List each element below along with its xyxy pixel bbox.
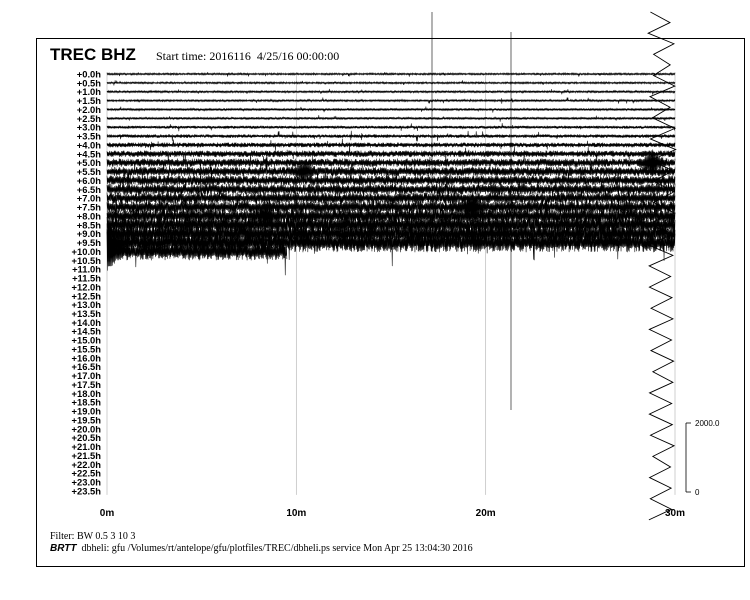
amplitude-scale-bar bbox=[686, 419, 720, 497]
row-label: +16.0h bbox=[71, 352, 101, 364]
brand-label: BRTT bbox=[50, 543, 77, 554]
x-tick-label: 20m bbox=[475, 508, 496, 519]
row-label: +6.0h bbox=[76, 174, 101, 186]
x-tick-label: 0m bbox=[99, 508, 115, 519]
row-label: +10.0h bbox=[71, 245, 101, 257]
row-label: +17.5h bbox=[71, 378, 101, 390]
trace-row bbox=[107, 98, 675, 104]
row-label: +0.0h bbox=[76, 68, 101, 80]
row-label: +5.5h bbox=[76, 166, 101, 178]
row-label: +0.5h bbox=[76, 77, 101, 89]
row-labels bbox=[72, 69, 102, 497]
x-tick-label: 30m bbox=[664, 508, 686, 519]
row-label: +13.5h bbox=[71, 307, 101, 319]
footer-command-line bbox=[50, 543, 473, 554]
trace-row bbox=[107, 107, 675, 113]
row-label: +3.0h bbox=[76, 121, 101, 133]
start-time-label: Start time: 2016116 4/25/16 00:00:00 bbox=[156, 49, 340, 63]
row-label: +12.0h bbox=[71, 281, 101, 293]
command-text: dbheli: gfu /Volumes/rt/antelope/gfu/plotfiles/TREC/dbheli.ps service Mon Apr 25 13:04:30 2016 bbox=[81, 543, 473, 554]
row-label: +5.0h bbox=[76, 157, 101, 169]
trace-row bbox=[107, 123, 675, 131]
row-label: +7.0h bbox=[76, 192, 101, 204]
filter-label: Filter: BW 0.5 3 10 3 bbox=[50, 531, 136, 542]
trace-row bbox=[107, 80, 675, 85]
row-label: +7.5h bbox=[76, 201, 101, 213]
row-label: +21.0h bbox=[71, 441, 101, 453]
row-label: +1.5h bbox=[76, 95, 101, 107]
row-label: +22.0h bbox=[71, 458, 101, 470]
row-label: +8.0h bbox=[76, 210, 101, 222]
row-label: +23.0h bbox=[71, 476, 101, 488]
x-tick-label: 10m bbox=[286, 508, 307, 519]
row-label: +2.5h bbox=[76, 112, 101, 124]
row-label: +12.5h bbox=[71, 290, 101, 302]
row-label: +13.0h bbox=[71, 299, 101, 311]
row-label: +14.5h bbox=[71, 325, 101, 337]
row-label: +15.0h bbox=[71, 334, 101, 346]
trace-row bbox=[107, 89, 675, 95]
row-label: +21.5h bbox=[71, 449, 101, 461]
row-label: +19.0h bbox=[71, 405, 101, 417]
row-label: +2.0h bbox=[76, 103, 101, 115]
row-label: +14.0h bbox=[71, 316, 101, 328]
row-label: +20.0h bbox=[71, 423, 101, 435]
large-event-trace bbox=[648, 12, 676, 520]
row-label: +3.5h bbox=[76, 130, 101, 142]
row-label: +18.0h bbox=[71, 387, 101, 399]
row-label: +9.5h bbox=[76, 237, 101, 249]
row-label: +10.5h bbox=[71, 254, 101, 266]
trace-row bbox=[107, 72, 675, 77]
scale-max-label: 2000.0 bbox=[695, 419, 720, 428]
scale-min-label: 0 bbox=[695, 488, 700, 497]
row-label: +19.5h bbox=[71, 414, 101, 426]
row-label: +20.5h bbox=[71, 432, 101, 444]
row-label: +4.0h bbox=[76, 139, 101, 151]
trace-row bbox=[107, 139, 675, 151]
row-label: +8.5h bbox=[76, 219, 101, 231]
row-label: +6.5h bbox=[76, 183, 101, 195]
row-label: +18.5h bbox=[71, 396, 101, 408]
row-label: +15.5h bbox=[71, 343, 101, 355]
row-label: +9.0h bbox=[76, 228, 101, 240]
row-label: +23.5h bbox=[71, 485, 101, 497]
row-label: +11.5h bbox=[72, 272, 101, 284]
row-label: +1.0h bbox=[76, 86, 101, 98]
row-label: +22.5h bbox=[71, 467, 101, 479]
trace-row bbox=[107, 131, 675, 142]
seismic-traces bbox=[107, 12, 676, 520]
x-axis-ticks bbox=[100, 508, 685, 519]
row-label: +17.0h bbox=[71, 370, 101, 382]
station-title: TREC BHZ bbox=[50, 45, 136, 64]
row-label: +11.0h bbox=[72, 263, 101, 275]
trace-row bbox=[107, 189, 675, 226]
row-label: +4.5h bbox=[76, 148, 101, 160]
trace-row bbox=[107, 115, 675, 122]
row-label: +16.5h bbox=[71, 361, 101, 373]
